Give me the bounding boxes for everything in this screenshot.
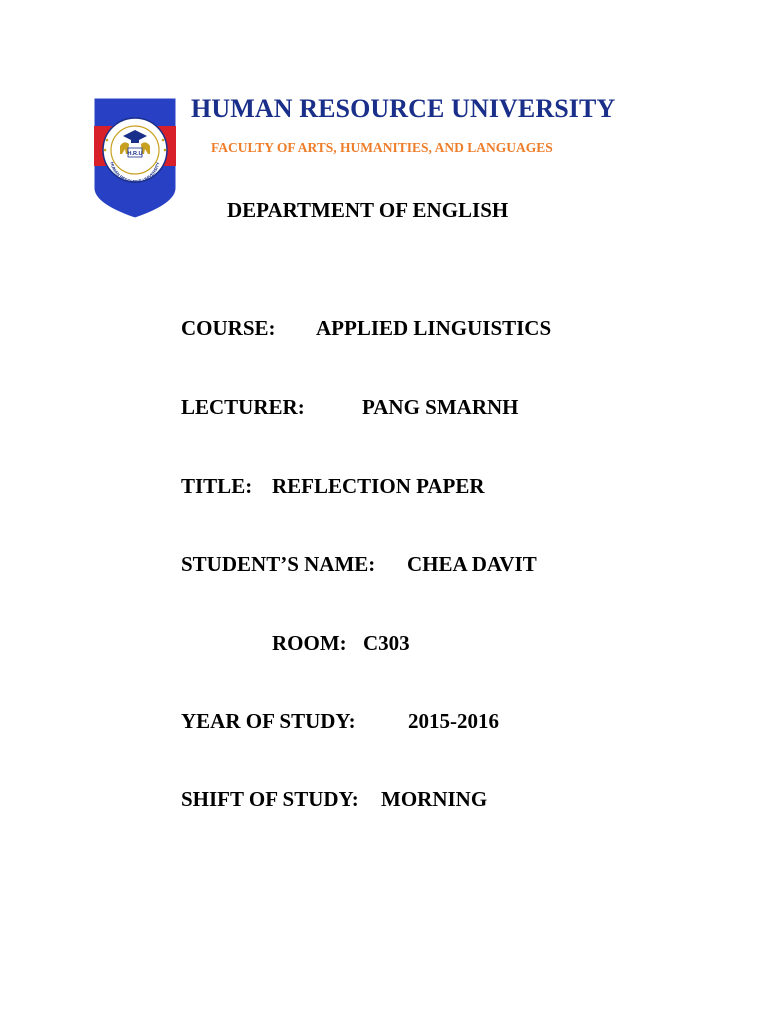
course-value: APPLIED LINGUISTICS xyxy=(316,316,552,340)
faculty-name: FACULTY OF ARTS, HUMANITIES, AND LANGUAGES xyxy=(211,140,553,155)
year-value: 2015-2016 xyxy=(408,709,499,733)
department-name: DEPARTMENT OF ENGLISH xyxy=(227,198,509,222)
shift-label: SHIFT OF STUDY: xyxy=(181,787,359,811)
shift-value: MORNING xyxy=(381,787,488,811)
lecturer-value: PANG SMARNH xyxy=(362,395,519,419)
logo-initials: H.R.U xyxy=(127,151,143,157)
student-label: STUDENT’S NAME: xyxy=(181,552,376,576)
title-value: REFLECTION PAPER xyxy=(272,474,485,498)
lecturer-label: LECTURER: xyxy=(181,395,305,419)
logo-ring-text: HUMAN RESOURCE UNIVERSITY xyxy=(109,161,161,185)
course-label: COURSE: xyxy=(181,316,276,340)
university-logo xyxy=(92,96,178,220)
university-seal-icon xyxy=(92,96,178,220)
room-value: C303 xyxy=(363,631,410,655)
student-value: CHEA DAVIT xyxy=(407,552,537,576)
year-label: YEAR OF STUDY: xyxy=(181,709,356,733)
university-name: HUMAN RESOURCE UNIVERSITY xyxy=(191,94,616,123)
room-label: ROOM: xyxy=(272,631,347,655)
title-label: TITLE: xyxy=(181,474,253,498)
